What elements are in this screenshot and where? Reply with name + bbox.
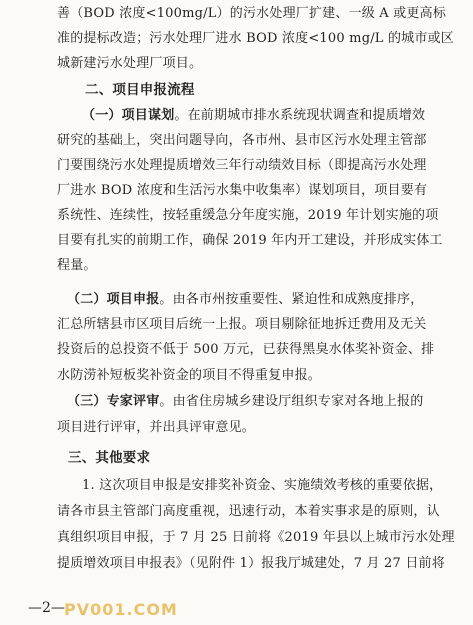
site-watermark: PV001.COM: [64, 600, 178, 619]
para-2-line-1-text: 。由各市州按重要性、紧迫性和成熟度排序，: [159, 292, 424, 307]
para-1-label: （一）项目谋划: [82, 108, 175, 123]
para-1-line-2: 研究的基础上，突出问题导向，各市州、县市区污水处理主管部: [57, 133, 427, 148]
para-3-line-1-text: 。由省住房城乡建设厅组织专家对各地上报的: [159, 394, 424, 409]
intro-line-3: 城新建污水处理厂项目。: [57, 56, 203, 71]
intro-line-2: 准的提标改造；污水处理厂进水 BOD 浓度<100 mg/L 的城市或区: [57, 31, 454, 46]
section-3-heading: 三、其他要求: [68, 450, 151, 466]
para-1-line-1: [82, 106, 473, 126]
para-2-line-1: [67, 290, 473, 310]
section-2-heading: 二、项目申报流程: [85, 82, 195, 98]
req-1-line-3: 真组织项目申报，于 7 月 25 日前将《2019 年县以上城市污水处理: [57, 530, 455, 545]
para-3-label: （三）专家评审: [67, 394, 160, 409]
req-1-line-2: 请各市县主管部门高度重视，迅速行动，本着实事求是的原则，认: [57, 504, 440, 519]
para-1-line-3: 门要围绕污水处理提质增效三年行动绩效目标（即提高污水处理: [57, 158, 427, 173]
para-2-line-2: 汇总所辖县市区项目后统一上报。项目剔除征地拆迁费用及无关: [57, 317, 427, 332]
para-3-line-1: [67, 392, 473, 412]
para-1-line-7: 程量。: [57, 258, 97, 273]
req-1-line-1: 1. 这次项目申报是安排奖补资金、实施绩效考核的重要依据，: [82, 478, 443, 493]
intro-line-1: 善（BOD 浓度<100mg/L）的污水处理厂扩建、一级 A 或更高标: [57, 6, 447, 21]
para-2-line-3: 投资后的总投资不低于 500 万元，已获得黑臭水体奖补资金、排: [57, 342, 435, 357]
para-3-line-2: 项目进行评审，并出具评审意见。: [57, 420, 256, 435]
page-number: —2—: [28, 600, 65, 616]
para-2-label: （二）项目申报: [67, 292, 160, 307]
para-2-line-4: 水防涝补短板奖补资金的项目不得重复申报。: [57, 368, 322, 383]
para-1-line-1-text: 。在前期城市排水系统现状调查和提质增效: [174, 108, 426, 123]
para-1-line-6: 目要有扎实的前期工作，确保 2019 年内开工建设，并形成实体工: [57, 233, 443, 248]
para-1-line-4: 厂进水 BOD 浓度和生活污水集中收集率）谋划项目，项目要有: [57, 183, 428, 198]
para-1-line-5: 系统性、连续性，按轻重缓急分年度实施，2019 年计划实施的项: [57, 208, 439, 223]
req-1-line-4: 提质增效项目申报表》（见附件 1）报我厅城建处，7 月 27 日前将: [57, 556, 445, 571]
